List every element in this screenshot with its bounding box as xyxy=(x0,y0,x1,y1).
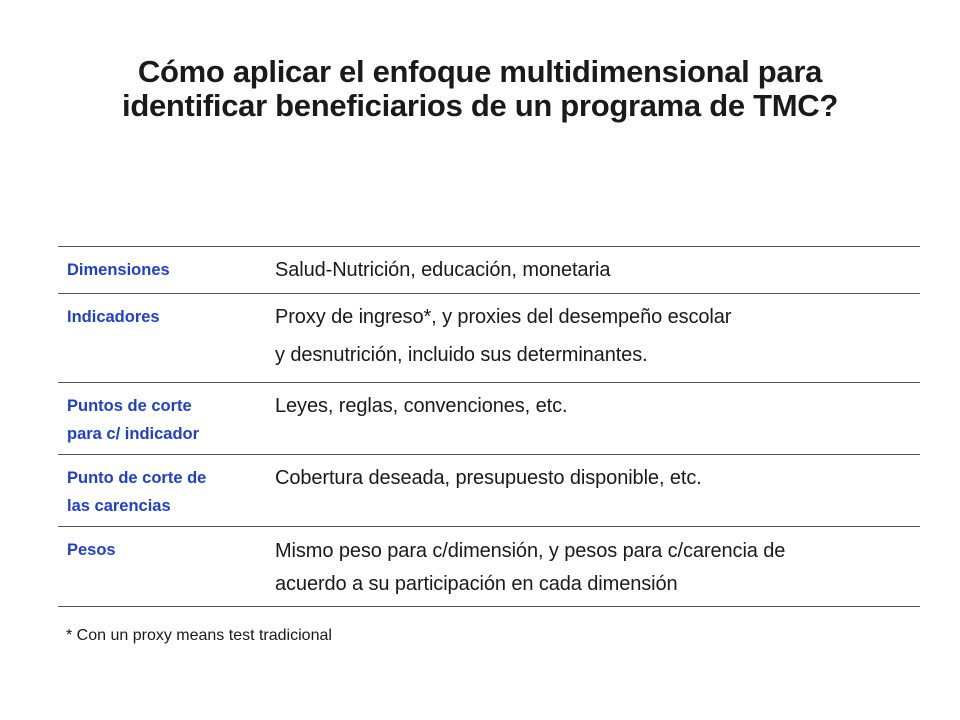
row-label: Indicadores xyxy=(67,308,160,326)
row-value-line: Mismo peso para c/dimensión, y pesos para c/carencia de xyxy=(275,540,786,562)
row-value-line: Cobertura deseada, presupuesto disponible, etc. xyxy=(275,467,702,489)
row-value-line: Salud-Nutrición, educación, monetaria xyxy=(275,259,611,281)
page-title xyxy=(40,55,920,123)
row-value xyxy=(275,294,920,382)
table-row-dimensiones xyxy=(58,247,920,294)
table-row-indicadores xyxy=(58,294,920,383)
title-line-2: identificar beneficiarios de un programa de TMC? xyxy=(122,88,838,123)
row-label: Dimensiones xyxy=(67,261,170,279)
row-value-line: acuerdo a su participación en cada dimensión xyxy=(275,573,678,595)
row-label: Pesos xyxy=(67,541,116,559)
row-value xyxy=(275,527,920,606)
row-label-line: Puntos de corte xyxy=(67,397,192,415)
row-value-line: Leyes, reglas, convenciones, etc. xyxy=(275,395,568,417)
row-label-line: Punto de corte de xyxy=(67,469,207,487)
row-label-line: para c/ indicador xyxy=(67,425,200,443)
row-value-line: Proxy de ingreso*, y proxies del desempeño escolar xyxy=(275,306,732,328)
row-value xyxy=(275,455,920,526)
table-row-punto-de-corte-carencias xyxy=(58,455,920,527)
row-value xyxy=(275,247,920,293)
row-label xyxy=(58,455,275,526)
title-line-1: Cómo aplicar el enfoque multidimensional para xyxy=(137,54,823,89)
row-value-line: y desnutrición, incluido sus determinantes. xyxy=(275,344,648,366)
footnote: * Con un proxy means test tradicional xyxy=(66,627,332,644)
criteria-table xyxy=(58,246,920,607)
row-label xyxy=(58,383,275,454)
table-row-pesos xyxy=(58,527,920,607)
table-row-puntos-de-corte xyxy=(58,383,920,455)
row-value xyxy=(275,383,920,454)
row-label-line: las carencias xyxy=(67,497,171,515)
